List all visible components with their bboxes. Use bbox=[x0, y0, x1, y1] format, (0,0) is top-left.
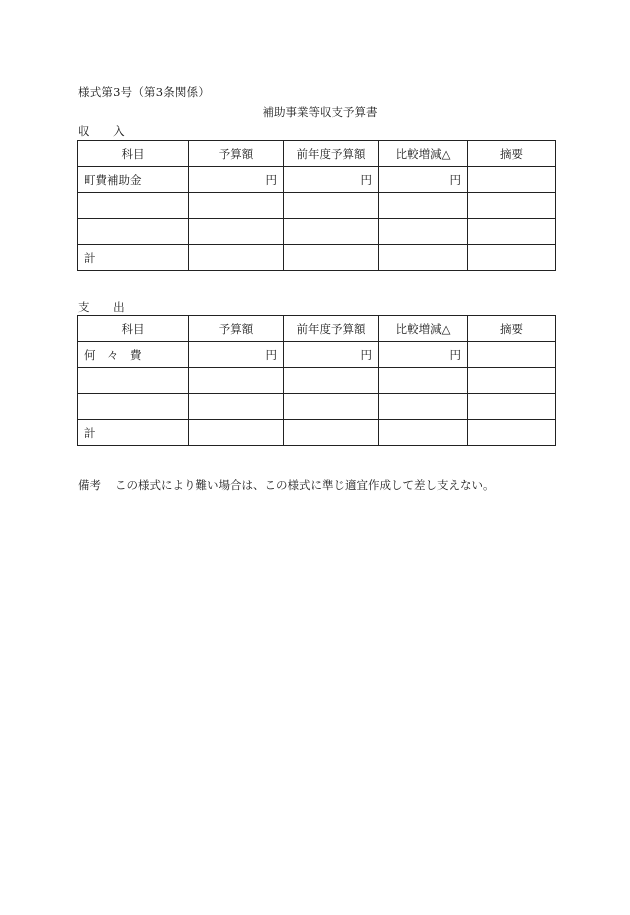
cell-note bbox=[468, 342, 556, 368]
total-row bbox=[78, 245, 556, 271]
cell-difference bbox=[379, 420, 468, 446]
cell-note bbox=[468, 245, 556, 271]
cell-note bbox=[468, 167, 556, 193]
cell-prev-budget: 円 bbox=[284, 342, 379, 368]
cell-item: 何 々 費 bbox=[78, 342, 189, 368]
cell-note bbox=[468, 420, 556, 446]
income-header-row bbox=[78, 141, 556, 167]
document-title: 補助事業等収支予算書 bbox=[262, 105, 378, 119]
cell-item: 町費補助金 bbox=[78, 167, 189, 193]
column-header-difference: 比較増減△ bbox=[379, 316, 468, 342]
column-header-note: 摘要 bbox=[468, 316, 556, 342]
column-header-difference: 比較増減△ bbox=[379, 141, 468, 167]
cell-difference bbox=[379, 368, 468, 394]
cell-prev-budget: 円 bbox=[284, 167, 379, 193]
table-row bbox=[78, 342, 556, 368]
cell-difference bbox=[379, 193, 468, 219]
cell-item bbox=[78, 193, 189, 219]
income-section-label: 収 入 bbox=[78, 124, 135, 138]
table-row bbox=[78, 368, 556, 394]
column-header-budget: 予算額 bbox=[189, 316, 284, 342]
income-table bbox=[77, 140, 556, 271]
column-header-item: 科目 bbox=[78, 316, 189, 342]
cell-note bbox=[468, 219, 556, 245]
cell-total-label: 計 bbox=[78, 420, 189, 446]
cell-prev-budget bbox=[284, 420, 379, 446]
table-row bbox=[78, 394, 556, 420]
column-header-budget: 予算額 bbox=[189, 141, 284, 167]
cell-note bbox=[468, 193, 556, 219]
cell-note bbox=[468, 394, 556, 420]
cell-difference: 円 bbox=[379, 167, 468, 193]
expense-section-label: 支 出 bbox=[78, 300, 135, 314]
cell-prev-budget bbox=[284, 368, 379, 394]
cell-prev-budget bbox=[284, 245, 379, 271]
cell-prev-budget bbox=[284, 394, 379, 420]
cell-budget bbox=[189, 219, 284, 245]
column-header-prev-budget: 前年度予算額 bbox=[284, 316, 379, 342]
cell-prev-budget bbox=[284, 193, 379, 219]
table-row bbox=[78, 167, 556, 193]
cell-prev-budget bbox=[284, 219, 379, 245]
column-header-note: 摘要 bbox=[468, 141, 556, 167]
remarks-label: 備考 bbox=[78, 478, 101, 492]
column-header-item: 科目 bbox=[78, 141, 189, 167]
remarks-text: この様式により難い場合は、この様式に準じ適宜作成して差し支えない。 bbox=[115, 478, 495, 492]
cell-budget bbox=[189, 368, 284, 394]
cell-note bbox=[468, 368, 556, 394]
cell-total-label: 計 bbox=[78, 245, 189, 271]
cell-budget bbox=[189, 420, 284, 446]
cell-budget: 円 bbox=[189, 342, 284, 368]
cell-item bbox=[78, 219, 189, 245]
cell-budget bbox=[189, 193, 284, 219]
cell-difference bbox=[379, 219, 468, 245]
cell-difference: 円 bbox=[379, 342, 468, 368]
expense-table bbox=[77, 315, 556, 446]
form-number: 様式第3号（第3条関係） bbox=[78, 85, 211, 99]
cell-item bbox=[78, 394, 189, 420]
cell-difference bbox=[379, 245, 468, 271]
cell-item bbox=[78, 368, 189, 394]
cell-difference bbox=[379, 394, 468, 420]
total-row bbox=[78, 420, 556, 446]
cell-budget: 円 bbox=[189, 167, 284, 193]
cell-budget bbox=[189, 394, 284, 420]
column-header-prev-budget: 前年度予算額 bbox=[284, 141, 379, 167]
cell-budget bbox=[189, 245, 284, 271]
remarks bbox=[78, 477, 495, 493]
table-row bbox=[78, 193, 556, 219]
expense-header-row bbox=[78, 316, 556, 342]
table-row bbox=[78, 219, 556, 245]
